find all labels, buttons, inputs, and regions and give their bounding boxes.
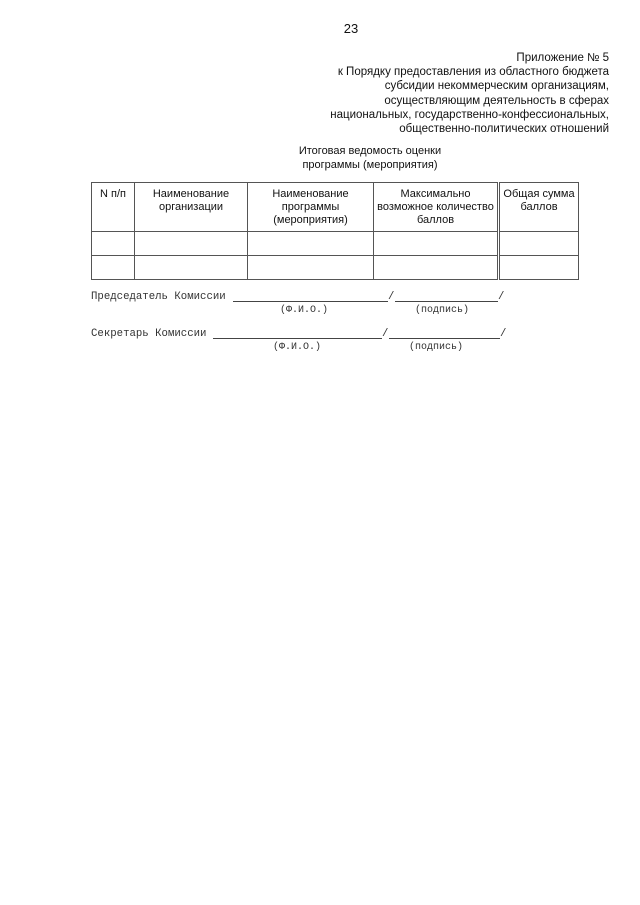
appendix-line: общественно-политических отношений (399, 123, 609, 136)
secretary-name-line (213, 338, 382, 339)
table-cell (92, 232, 135, 256)
appendix-line: к Порядку предоставления из областного бюджета (337, 66, 609, 79)
title-line: Итоговая ведомость оценки (298, 145, 442, 157)
secretary-separator-end: / (500, 328, 507, 340)
table-cell (374, 232, 499, 256)
table-cell (248, 232, 374, 256)
chairman-separator: / (388, 291, 395, 303)
chairman-name-hint: (Ф.И.О.) (280, 305, 329, 316)
table-cell (374, 256, 499, 280)
table-cell (135, 232, 248, 256)
chairman-signature-line (395, 301, 498, 302)
table-cell (499, 232, 579, 256)
header-max-score: Максимально возможное количество баллов (374, 183, 499, 232)
secretary-signature-hint: (подпись) (409, 342, 464, 353)
table-cell (499, 256, 579, 280)
appendix-heading (249, 51, 609, 136)
table-cell (92, 256, 135, 280)
table-cell (135, 256, 248, 280)
header-organization: Наименование организации (135, 183, 248, 232)
chairman-name-line (233, 301, 388, 302)
page-number: 23 (343, 21, 359, 36)
title-line: программы (мероприятия) (302, 158, 438, 171)
document-title (200, 145, 540, 172)
appendix-line: Приложение № 5 (516, 52, 609, 64)
chairman-label: Председатель Комиссии (91, 291, 226, 303)
table-row (92, 256, 579, 280)
score-table (91, 182, 579, 280)
chairman-signature-hint: (подпись) (415, 305, 470, 316)
header-program: Наименование программы (мероприятия) (248, 183, 374, 232)
header-total-score: Общая сумма баллов (499, 183, 579, 232)
secretary-name-hint: (Ф.И.О.) (273, 342, 322, 353)
header-number: N п/п (92, 183, 135, 232)
secretary-label: Секретарь Комиссии (91, 328, 207, 340)
table-row (92, 232, 579, 256)
secretary-signature-line (389, 338, 500, 339)
appendix-line: субсидии некоммерческим организациям, (384, 80, 609, 93)
table-cell (248, 256, 374, 280)
table-header-row (92, 183, 579, 232)
appendix-line: осуществляющим деятельность в сферах (384, 94, 609, 107)
secretary-separator: / (382, 328, 389, 340)
appendix-line: национальных, государственно-конфессиональных, (330, 108, 609, 121)
chairman-separator-end: / (498, 291, 505, 303)
